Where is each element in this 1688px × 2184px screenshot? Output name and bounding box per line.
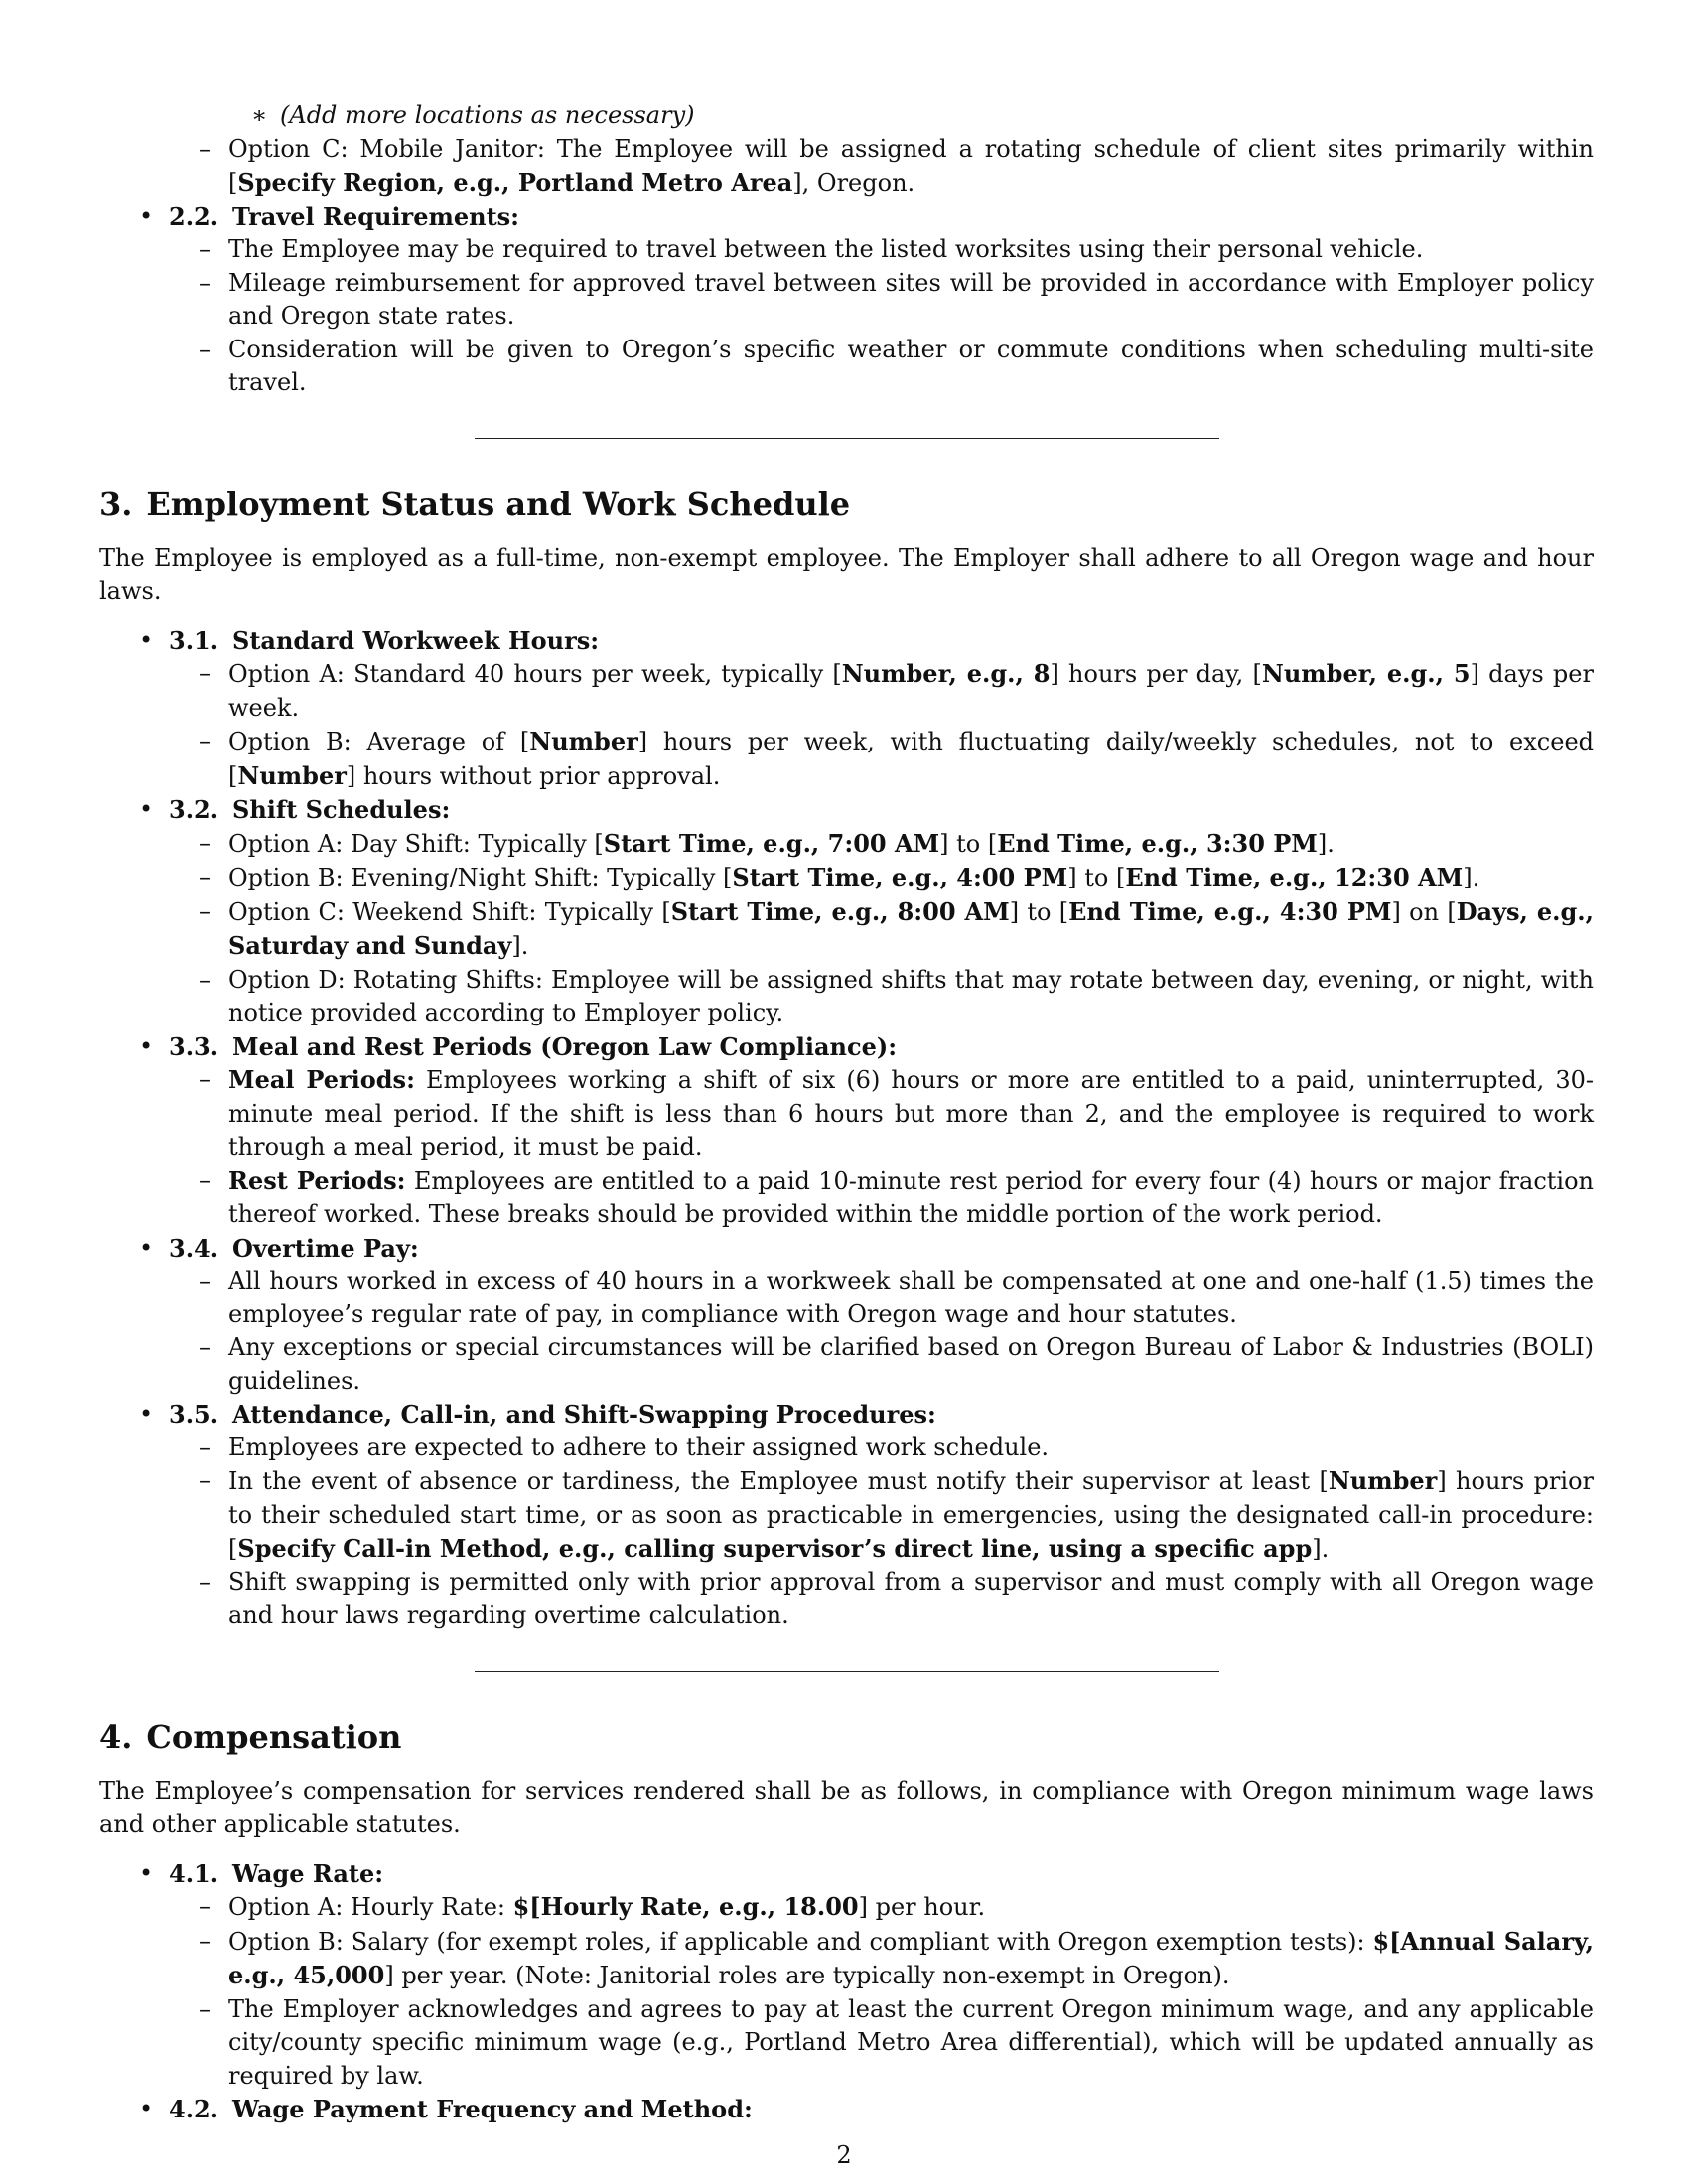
subsection-heading-3-1: • 3.1. Standard Workweek Hours: (139, 625, 600, 655)
subsection-heading-4-2: • 4.2. Wage Payment Frequency and Method: (139, 2095, 753, 2123)
subsection-heading-3-4: • 3.4. Overtime Pay: (139, 1233, 419, 1263)
list-item: – Option B: Evening/Night Shift: Typically [Start Time, e.g., 4:00 PM] to [End Time, e.g., 12:30 AM]. (199, 863, 1480, 891)
section-divider (475, 1671, 1219, 1672)
list-item: – Mileage reimbursement for approved travel between sites will be provided in accordance with Employer policy and Oregon state rates. (199, 268, 1594, 330)
list-item: – Option B: Salary (for exempt roles, if applicable and compliant with Oregon exemption tests): $[Annual Salary, e.g., 45,000] per year. (Note: Janitorial roles are typically non-exempt in Oregon). (199, 1926, 1594, 1989)
subsection-heading-3-2: • 3.2. Shift Schedules: (139, 795, 451, 824)
list-item: – Employees are expected to adhere to their assigned work schedule. (199, 1433, 1050, 1461)
section-heading-4: 4. Compensation (99, 1717, 402, 1756)
subsection-heading-3-3: • 3.3. Meal and Rest Periods (Oregon Law Compliance): (139, 1031, 898, 1061)
bullet-marker: • (139, 202, 154, 230)
list-item: – Consideration will be given to Oregon’s specific weather or commute conditions when scheduling multi-site travel. (199, 335, 1594, 396)
list-item: – Option D: Rotating Shifts: Employee will be assigned shifts that may rotate between day, evening, or night, with notice provided according to Employer policy. (199, 965, 1594, 1026)
page-number: 2 (836, 2141, 852, 2169)
list-item: – Rest Periods: Employees are entitled to a paid 10-minute rest period for every four (4) hours or major fraction thereof worked. These breaks should be provided within the middle portion of the work period. (199, 1165, 1595, 1228)
section-4-intro: The Employee’s compensation for services rendered shall be as follows, in compliance with Oregon minimum wage laws and other applicable statutes. (99, 1776, 1594, 1838)
dash-marker: – (199, 134, 211, 163)
list-item: – Shift swapping is permitted only with prior approval from a supervisor and must comply with all Oregon wage and hour laws regarding overtime calculation. (199, 1568, 1594, 1629)
list-item: – In the event of absence or tardiness, the Employee must notify their supervisor at least [Number] hours prior to their scheduled start time, or as soon as practicable in emergencies, using the designated call-in procedure: [Specify Call-in Method, e.g., calling supervisor’s direct line, using a specific app]. (199, 1466, 1594, 1563)
list-item: ∗ (Add more locations as necessary) (99, 99, 1594, 133)
list-item: – Any exceptions or special circumstances will be clarified based on Oregon Bureau of Labor & Industries (BOLI) guidelines. (199, 1333, 1594, 1395)
section-divider (475, 438, 1219, 439)
option-c-mobile-janitor: – Option C: Mobile Janitor: The Employee will be assigned a rotating schedule of client sites primarily within [Specify Region, e.g., Portland Metro Area], Oregon. (199, 134, 1594, 197)
subsection-heading-4-1: • 4.1. Wage Rate: (139, 1858, 384, 1888)
asterisk-marker: ∗ (251, 101, 268, 129)
list-item: – The Employer acknowledges and agrees to pay at least the current Oregon minimum wage, and any applicable city/county specific minimum wage (e.g., Portland Metro Area differential), which will be updated annually as required by law. (199, 1994, 1594, 2090)
list-item: – Option C: Weekend Shift: Typically [Start Time, e.g., 8:00 AM] to [End Time, e.g., 4:30 PM] on [Days, e.g., Saturday and Sunday]. (199, 896, 1595, 960)
list-item: – The Employee may be required to travel between the listed worksites using their personal vehicle. (199, 235, 1424, 263)
list-item: – Option B: Average of [Number] hours per week, with fluctuating daily/weekly schedules, not to exceed [Number] hours without prior approval. (199, 727, 1595, 790)
list-item: – Meal Periods: Employees working a shift of six (6) hours or more are entitled to a paid, uninterrupted, 30-minute meal period. If the shift is less than 6 hours but more than 2, and the employee is required to work through a meal period, it must be paid. (199, 1065, 1595, 1160)
list-item: – Option A: Hourly Rate: $[Hourly Rate, e.g., 18.00] per hour. (199, 1892, 986, 1921)
list-item: – All hours worked in excess of 40 hours in a workweek shall be compensated at one and one-half (1.5) times the employee’s regular rate of pay, in compliance with Oregon wage and hour statutes. (199, 1267, 1594, 1328)
section-heading-3: 3. Employment Status and Work Schedule (99, 484, 851, 523)
document-page (99, 99, 1594, 2126)
subsection-heading-3-5: • 3.5. Attendance, Call-in, and Shift-Swapping Procedures: (139, 1400, 936, 1429)
list-item: – Option A: Standard 40 hours per week, typically [Number, e.g., 8] hours per day, [Number, e.g., 5] days per week. (199, 659, 1594, 722)
list-item: – Option A: Day Shift: Typically [Start Time, e.g., 7:00 AM] to [End Time, e.g., 3:30 PM]. (199, 828, 1335, 858)
subsection-heading-2-2: • 2.2. Travel Requirements: (99, 201, 1594, 234)
section-3-intro: The Employee is employed as a full-time, non-exempt employee. The Employer shall adhere to all Oregon wage and hour laws. (99, 543, 1594, 605)
